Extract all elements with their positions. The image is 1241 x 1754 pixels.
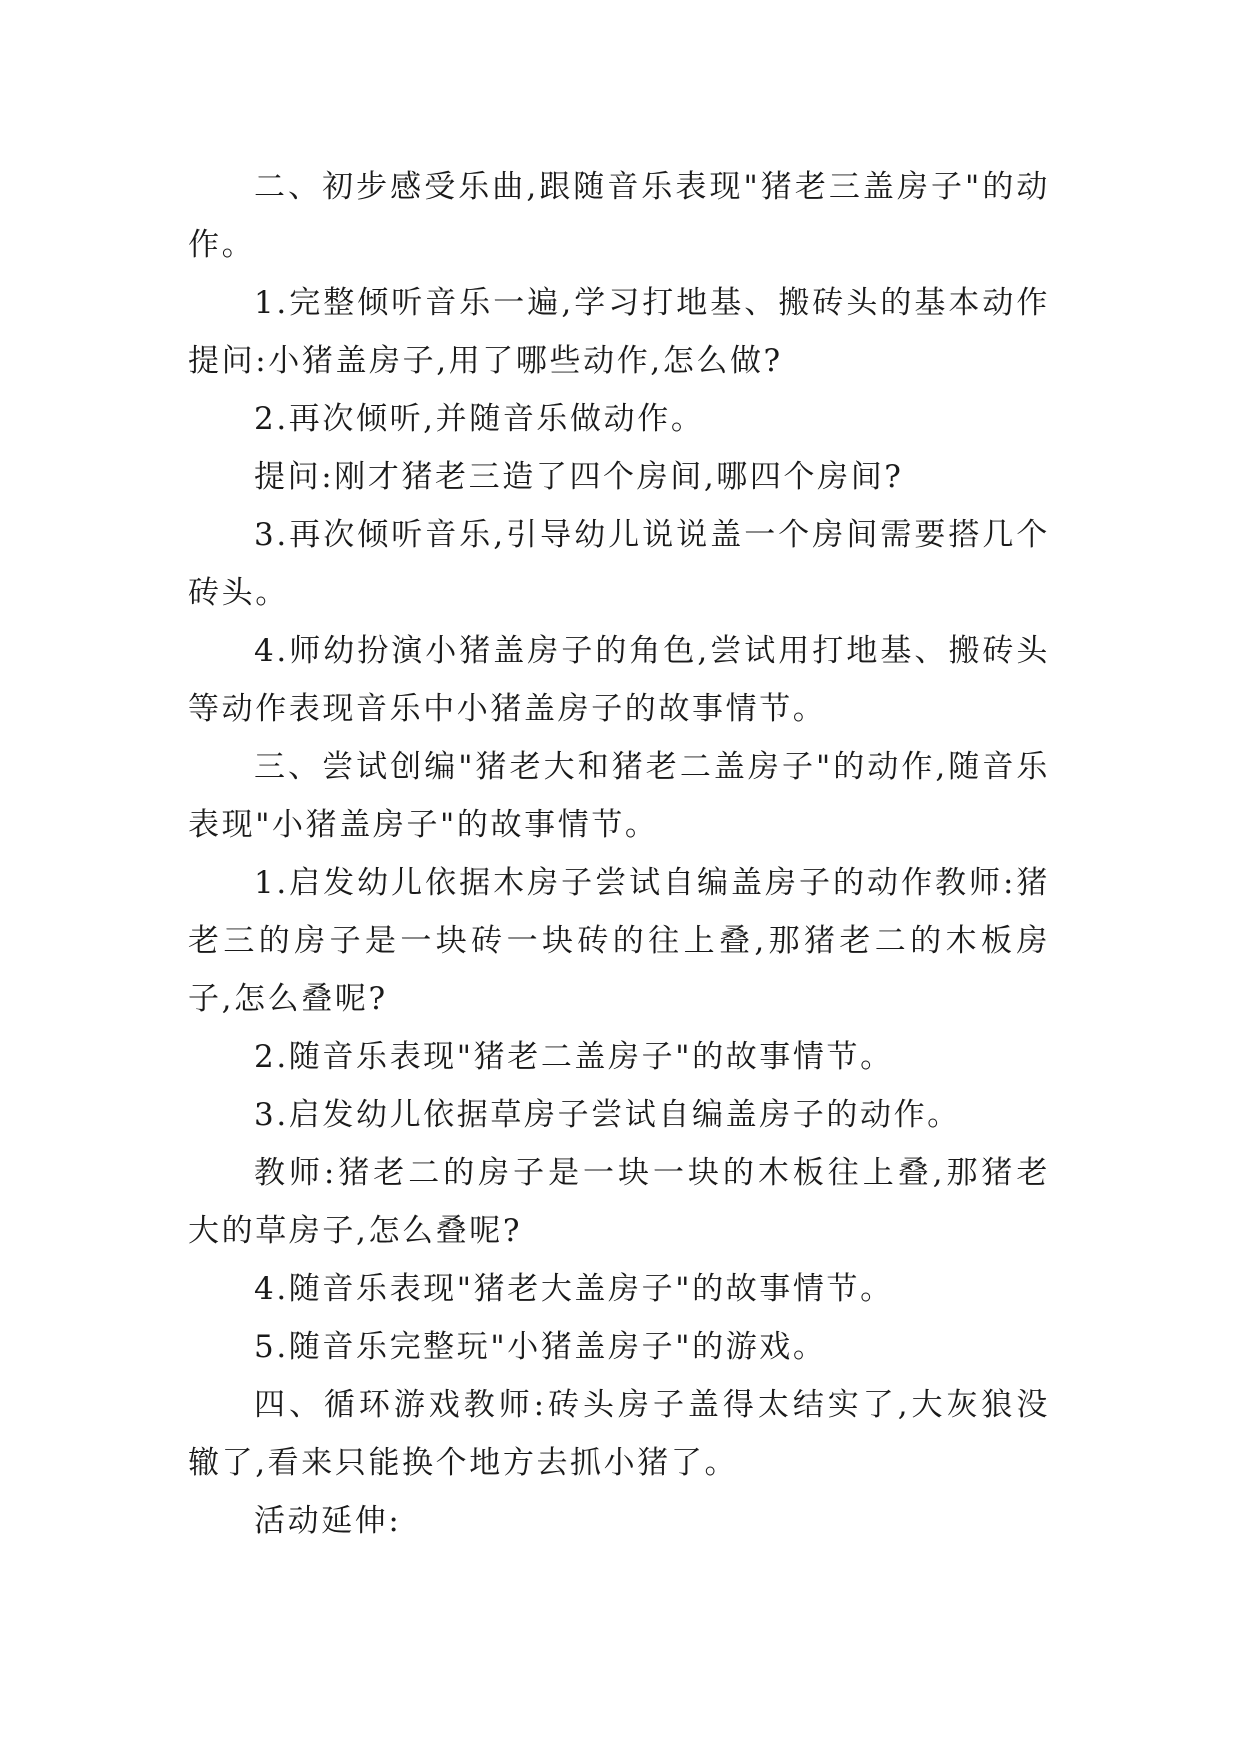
paragraph-section-three-step-3: 3.启发幼儿依据草房子尝试自编盖房子的动作。 [254,1097,961,1133]
paragraph-teacher-remark: 教师:猪老二的房子是一块一块的木板往上叠,那猪老大的草房子,怎么叠呢? [188,1155,1050,1249]
paragraph-section-three-step-5: 5.随音乐完整玩"小猪盖房子"的游戏。 [254,1329,827,1365]
paragraph-activity-extension: 活动延伸: [254,1503,402,1539]
paragraph-question: 提问:刚才猪老三造了四个房间,哪四个房间? [254,459,904,495]
paragraph-step-3: 3.再次倾听音乐,引导幼儿说说盖一个房间需要搭几个砖头。 [188,517,1050,611]
paragraph-section-three-step-1: 1.启发幼儿依据木房子尝试自编盖房子的动作教师:猪老三的房子是一块砖一块砖的往上叠,那猪老二的木板房子,怎么叠呢? [188,865,1050,1017]
paragraph-step-4: 4.师幼扮演小猪盖房子的角色,尝试用打地基、搬砖头等动作表现音乐中小猪盖房子的故事情节。 [188,633,1050,727]
paragraph-section-three-step-2: 2.随音乐表现"猪老二盖房子"的故事情节。 [254,1039,894,1075]
paragraph-section-three-heading: 三、尝试创编"猪老大和猪老二盖房子"的动作,随音乐表现"小猪盖房子"的故事情节。 [188,749,1050,843]
document-page [188,158,1050,1550]
paragraph-step-2: 2.再次倾听,并随音乐做动作。 [254,401,705,437]
paragraph-section-four: 四、循环游戏教师:砖头房子盖得太结实了,大灰狼没辙了,看来只能换个地方去抓小猪了。 [188,1387,1050,1481]
paragraph-section-two-heading: 二、初步感受乐曲,跟随音乐表现"猪老三盖房子"的动作。 [188,169,1050,263]
paragraph-step-1: 1.完整倾听音乐一遍,学习打地基、搬砖头的基本动作提问:小猪盖房子,用了哪些动作,怎么做? [188,285,1050,379]
paragraph-section-three-step-4: 4.随音乐表现"猪老大盖房子"的故事情节。 [254,1271,894,1307]
